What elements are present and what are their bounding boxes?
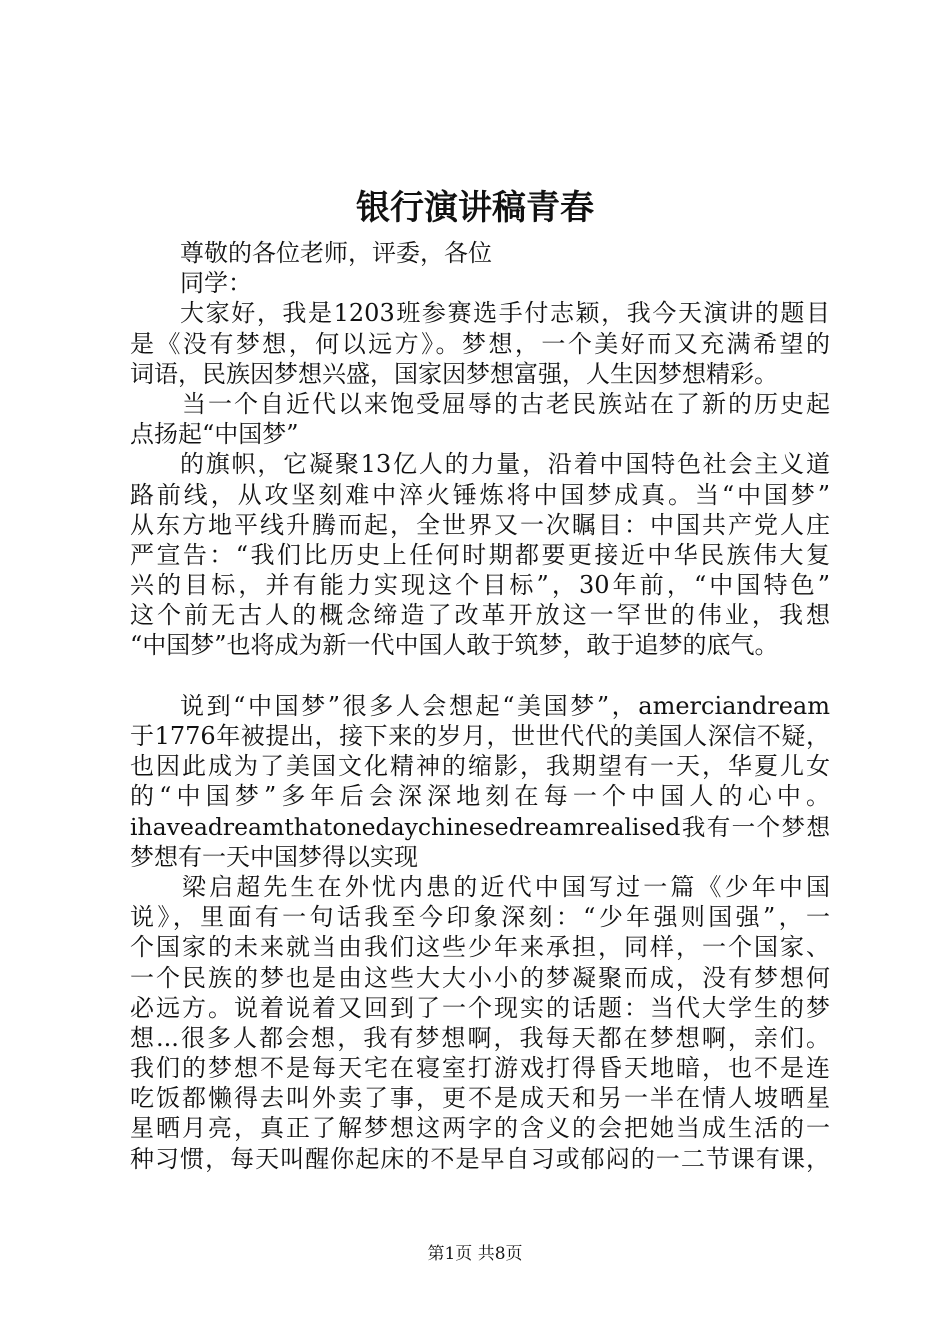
text-line: 想...很多人都会想，我有梦想啊，我每天都在梦想啊，亲们。 — [130, 1023, 830, 1052]
text-line: 大家好，我是1203班参赛选手付志颖，我今天演讲的题目 — [180, 299, 830, 328]
text-line: 个国家的未来就当由我们这些少年来承担，同样，一个国家、 — [130, 933, 830, 962]
text-line: 说》，里面有一句话我至今印象深刻：“少年强则国强”，一 — [130, 903, 830, 932]
document-body — [130, 238, 830, 1174]
text-line: 点扬起“中国梦” — [130, 420, 299, 449]
text-line: 词语，民族因梦想兴盛，国家因梦想富强，人生因梦想精彩。 — [130, 359, 778, 388]
text-line: 我们的梦想不是每天宅在寝室打游戏打得昏天地暗，也不是连 — [130, 1054, 830, 1083]
text-line: 于1776年被提出，接下来的岁月，世世代代的美国人深信不疑， — [130, 722, 830, 750]
text-line: “中国梦”也将成为新一代中国人敢于筑梦，敢于追梦的底气。 — [130, 631, 779, 660]
page-footer: 第1页 共8页 — [427, 1244, 523, 1264]
text-line: 星晒月亮，真正了解梦想这两字的含义的会把她当成生活的一 — [130, 1114, 830, 1143]
text-line: 的“中国梦”多年后会深深地刻在每一个中国人的心中。 — [130, 782, 830, 811]
text-line: 说到“中国梦”很多人会想起“美国梦”，amerciandream — [180, 691, 830, 720]
text-line: 路前线，从攻坚刻难中淬火锤炼将中国梦成真。当“中国梦” — [130, 480, 830, 509]
text-line: 从东方地平线升腾而起，全世界又一次瞩目：中国共产党人庄 — [130, 510, 830, 539]
text-line: 的旗帜，它凝聚13亿人的力量，沿着中国特色社会主义道 — [180, 450, 830, 479]
text-line: 梦想有一天中国梦得以实现 — [130, 842, 418, 871]
text-line: 尊敬的各位老师，评委，各位 — [180, 239, 492, 267]
text-line: ihaveadreamthatonedaychinesedreamrealised我有一个梦想 — [130, 812, 830, 841]
text-line: 是《没有梦想，何以远方》。梦想，一个美好而又充满希望的 — [130, 329, 830, 358]
text-line: 兴的目标，并有能力实现这个目标”，30年前，“中国特色” — [130, 571, 830, 600]
text-line: 必远方。说着说着又回到了一个现实的话题：当代大学生的梦 — [130, 993, 830, 1022]
text-line: 种习惯，每天叫醒你起床的不是早自习或郁闷的一二节课有课， — [130, 1144, 830, 1173]
text-line: 当一个自近代以来饱受屈辱的古老民族站在了新的历史起 — [182, 389, 830, 418]
text-line: 一个民族的梦也是由这些大大小小的梦凝聚而成，没有梦想何 — [130, 963, 830, 992]
paragraph-gap — [130, 661, 830, 691]
text-line: 严宣告：“我们比历史上任何时期都要更接近中华民族伟大复 — [130, 540, 830, 569]
text-line: 也因此成为了美国文化精神的缩影，我期望有一天，华夏儿女 — [130, 752, 830, 781]
document-title: 银行演讲稿青春 — [356, 188, 594, 228]
text-line: 吃饭都懒得去叫外卖了事，更不是成天和另一半在情人坡晒星 — [130, 1084, 830, 1113]
text-line: 同学： — [180, 269, 252, 298]
text-line: 这个前无古人的概念缔造了改革开放这一罕世的伟业，我想 — [130, 601, 830, 630]
text-line: 梁启超先生在外忧内患的近代中国写过一篇《少年中国 — [182, 872, 830, 901]
